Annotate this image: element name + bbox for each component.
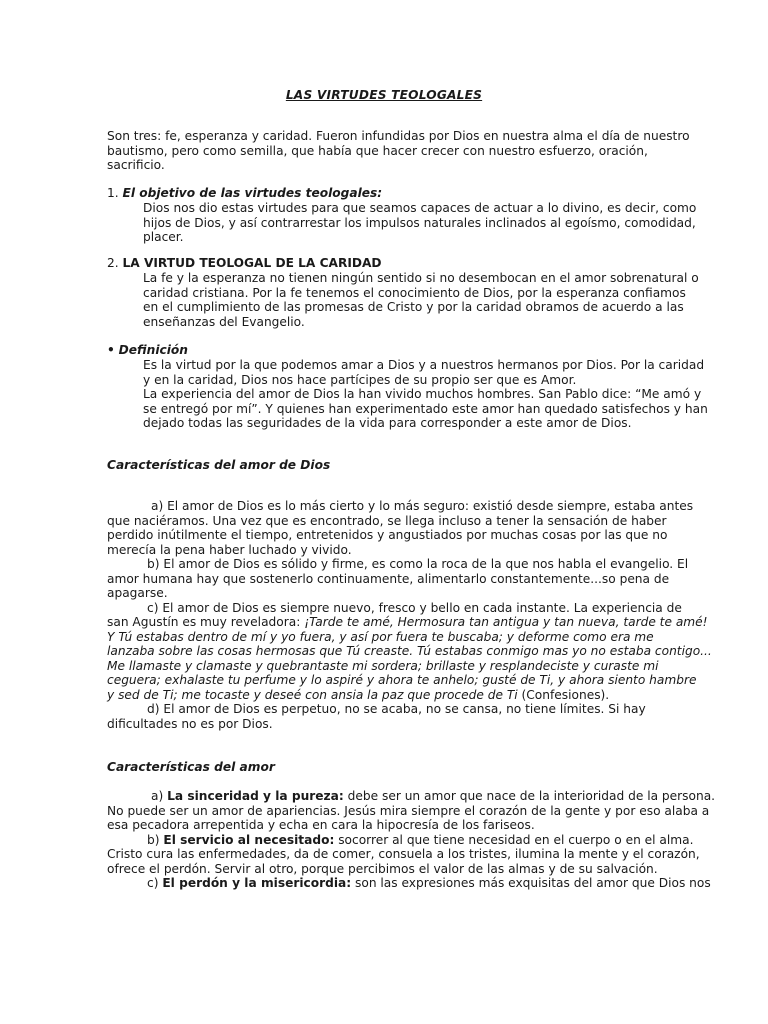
- text-line: c) El amor de Dios es siempre nuevo, fresco y bello en cada instante. La experiencia de: [147, 600, 682, 615]
- section-heading-text: El objetivo de las virtudes teologales:: [122, 186, 383, 200]
- text-line: amor humana hay que sostenerlo continuamente, alimentarlo constantemente...so pena de: [107, 571, 670, 586]
- section-2-body: [143, 271, 699, 329]
- text-line: enseñanzas del Evangelio.: [143, 314, 305, 329]
- text-line: ofrece el perdón. Servir al otro, porque percibimos el valor de las almas y de su salvación.: [107, 861, 658, 876]
- section-1-heading: [107, 186, 667, 201]
- text-line: san Agustín es muy reveladora: ¡Tarde te amé, Hermosura tan antigua y tan nueva, tarde te amé!: [107, 615, 708, 629]
- subsection-heading: Características del amor de Dios: [107, 458, 331, 472]
- text-line: dificultades no es por Dios.: [107, 716, 273, 731]
- text-line: y sed de Ti; me tocaste y deseé con ansia la paz que procede de Ti (Confesiones).: [107, 687, 610, 702]
- text-line: No puede ser un amor de apariencias. Jesús mira siempre el corazón de la gente y por eso alaba a: [107, 803, 710, 818]
- text-line: Son tres: fe, esperanza y caridad. Fueron infundidas por Dios en nuestra alma el día de nuestro: [107, 129, 690, 143]
- text-line: lanzaba sobre las cosas hermosas que Tú creaste. Tú estabas conmigo mas yo no estaba contigo...: [107, 644, 712, 658]
- section-heading-text: LA VIRTUD TEOLOGAL DE LA CARIDAD: [122, 256, 382, 270]
- text-line: Es la virtud por la que podemos amar a Dios y a nuestros hermanos por Dios. Por la caridad: [143, 358, 705, 372]
- characteristics-god-love: [107, 499, 712, 731]
- text-line: que naciéramos. Una vez que es encontrado, se llega incluso a tener la sensación de haber: [107, 513, 667, 528]
- subsection-heading: Características del amor: [107, 760, 275, 774]
- text-line: ceguera; exhalaste tu perfume y lo aspiré y ahora te anhelo; gusté de Ti, y ahora siento hambre: [107, 673, 697, 687]
- section-number: 2.: [107, 256, 119, 270]
- text-line: La experiencia del amor de Dios la han vivido muchos hombres. San Pablo dice: “Me amó y: [143, 387, 702, 401]
- text-line: sacrificio.: [107, 158, 165, 172]
- text-line: b) El amor de Dios es sólido y firme, es como la roca de la que nos habla el evangelio. El: [147, 557, 689, 571]
- text-line: Cristo cura las enfermedades, da de comer, consuela a los tristes, ilumina la mente y el corazón,: [107, 847, 700, 861]
- text-line: y en la caridad, Dios nos hace partícipes de su propio ser que es Amor.: [143, 372, 577, 387]
- page-title: LAS VIRTUDES TEOLOGALES: [285, 88, 483, 102]
- text-line: La fe y la esperanza no tienen ningún sentido si no desembocan en el amor sobrenatural o: [143, 271, 699, 285]
- characteristics-love: [107, 789, 716, 891]
- text-line: dejado todas las seguridades de la vida para corresponder a este amor de Dios.: [143, 416, 632, 430]
- text-line: caridad cristiana. Por la fe tenemos el conocimiento de Dios, por la esperanza confiamos: [143, 285, 686, 300]
- text-line: bautismo, pero como semilla, que había que hacer crecer con nuestro esfuerzo, oración,: [107, 143, 648, 158]
- text-line: b) El servicio al necesitado: socorrer al que tiene necesidad en el cuerpo o en el alma.: [147, 832, 694, 847]
- text-line: a) El amor de Dios es lo más cierto y lo más seguro: existió desde siempre, estaba antes: [151, 499, 694, 513]
- text-line: se entregó por mí”. Y quienes han experimentado este amor han quedado satisfechos y han: [143, 401, 708, 416]
- definition-body: [143, 358, 708, 431]
- text-line: Dios nos dio estas virtudes para que seamos capaces de actuar a lo divino, es decir, como: [143, 201, 697, 215]
- text-line: en el cumplimiento de las promesas de Cristo y por la caridad obramos de acuerdo a las: [143, 300, 684, 314]
- text-line: a) La sinceridad y la pureza: debe ser un amor que nace de la interioridad de la persona.: [151, 789, 716, 803]
- text-line: d) El amor de Dios es perpetuo, no se acaba, no se cansa, no tiene límites. Si hay: [147, 702, 646, 716]
- text-line: Me llamaste y clamaste y quebrantaste mi sordera; brillaste y resplandeciste y curaste mi: [107, 658, 659, 673]
- text-line: esa pecadora arrepentida y echa en cara la hipocresía de los fariseos.: [107, 818, 535, 832]
- bullet: •: [107, 343, 115, 357]
- intro-paragraph: [107, 129, 690, 173]
- text-line: Y Tú estabas dentro de mí y yo fuera, y así por fuera te buscaba; y deforme como era me: [107, 629, 654, 644]
- text-line: c) El perdón y la misericordia: son las expresiones más exquisitas del amor que Dios nos: [147, 876, 711, 890]
- section-1-body: [143, 201, 697, 245]
- text-line: merecía la pena haber luchado y vivido.: [107, 542, 352, 557]
- text-line: perdido inútilmente el tiempo, entretenidos y angustiados por muchas cosas por las que no: [107, 528, 668, 542]
- text-line: apagarse.: [107, 586, 168, 600]
- definition-heading-text: Definición: [118, 343, 188, 357]
- text-line: hijos de Dios, y así contrarrestar los impulsos naturales inclinados al egoísmo, comodidad,: [143, 215, 696, 230]
- text-line: placer.: [143, 230, 184, 244]
- section-number: 1.: [107, 186, 119, 200]
- definition-heading: [107, 343, 667, 358]
- section-2-heading: [107, 256, 667, 271]
